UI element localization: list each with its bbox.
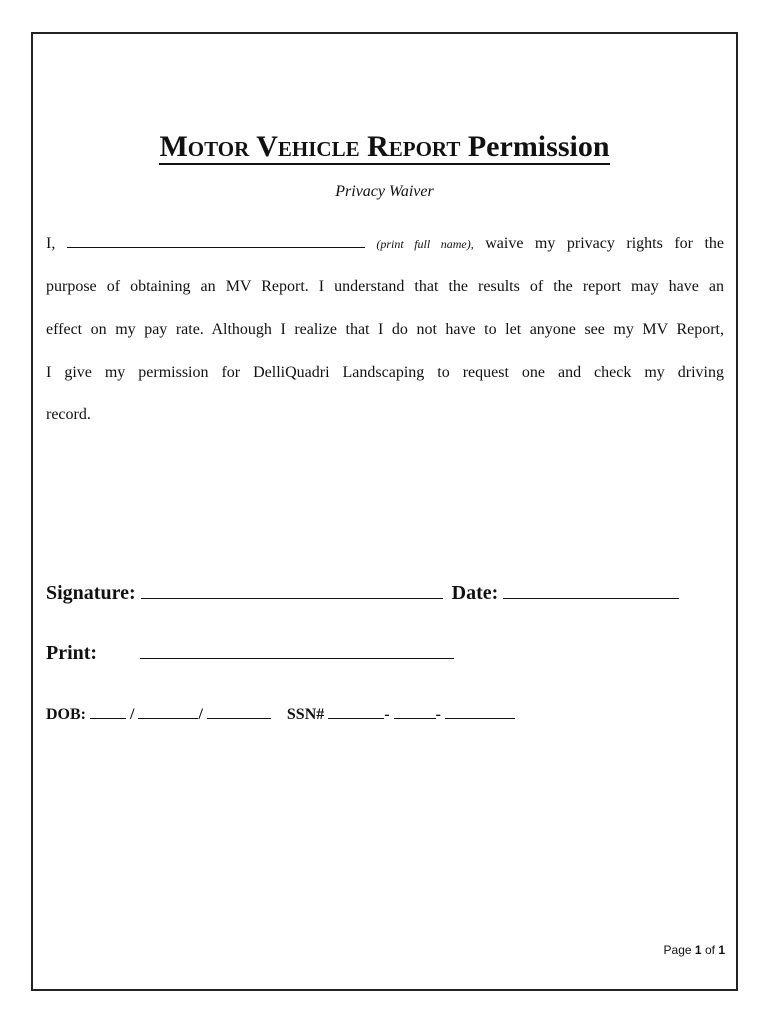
document-page bbox=[31, 32, 738, 991]
paragraph-line-1 bbox=[46, 234, 724, 254]
paragraph-line-3: effect on my pay rate. Although I realize that I do not have to let anyone see my MV Report, bbox=[46, 321, 724, 338]
of-word: of bbox=[704, 943, 715, 957]
print-label: Print: bbox=[46, 642, 98, 664]
paragraph-line-5: record. bbox=[46, 406, 91, 423]
dob-day-blank[interactable] bbox=[138, 706, 198, 719]
print-row bbox=[46, 642, 454, 665]
document-subtitle: Privacy Waiver bbox=[335, 183, 434, 200]
ssn-part-3-blank[interactable] bbox=[445, 706, 515, 719]
waive-text: waive my privacy rights for the bbox=[485, 235, 725, 252]
ssn-dash-2: - bbox=[435, 706, 441, 723]
ssn-label: SSN# bbox=[286, 706, 325, 723]
paragraph-line-2: purpose of obtaining an MV Report. I understand that the results of the report may have an bbox=[46, 278, 724, 295]
name-prefix: I, bbox=[46, 235, 56, 252]
signature-blank[interactable] bbox=[141, 586, 443, 599]
print-name-blank[interactable] bbox=[140, 646, 454, 659]
page-word: Page bbox=[663, 943, 692, 957]
date-blank[interactable] bbox=[503, 586, 679, 599]
dob-slash-2: / bbox=[198, 706, 203, 723]
print-full-name-hint: (print full name), bbox=[376, 237, 474, 251]
signature-row bbox=[46, 582, 679, 605]
dob-month-blank[interactable] bbox=[90, 706, 126, 719]
ssn-part-2-blank[interactable] bbox=[394, 706, 436, 719]
dob-ssn-row bbox=[46, 706, 515, 724]
ssn-part-1-blank[interactable] bbox=[328, 706, 384, 719]
dob-year-blank[interactable] bbox=[207, 706, 271, 719]
paragraph-line-4: I give my permission for DelliQuadri Landscaping to request one and check my driving bbox=[46, 364, 724, 381]
signature-label: Signature: bbox=[46, 582, 136, 604]
page-number-footer bbox=[664, 943, 725, 957]
dob-slash-1: / bbox=[130, 706, 135, 723]
ssn-dash-1: - bbox=[384, 706, 390, 723]
title-motor-vehicle-report: Motor Vehicle Report bbox=[159, 130, 461, 163]
date-label: Date: bbox=[451, 582, 499, 604]
full-name-blank[interactable] bbox=[67, 235, 365, 248]
dob-label: DOB: bbox=[46, 706, 86, 723]
document-title bbox=[33, 130, 736, 165]
title-permission: Permission bbox=[467, 130, 610, 163]
page-total: 1 bbox=[718, 943, 725, 957]
page-current: 1 bbox=[694, 943, 702, 957]
